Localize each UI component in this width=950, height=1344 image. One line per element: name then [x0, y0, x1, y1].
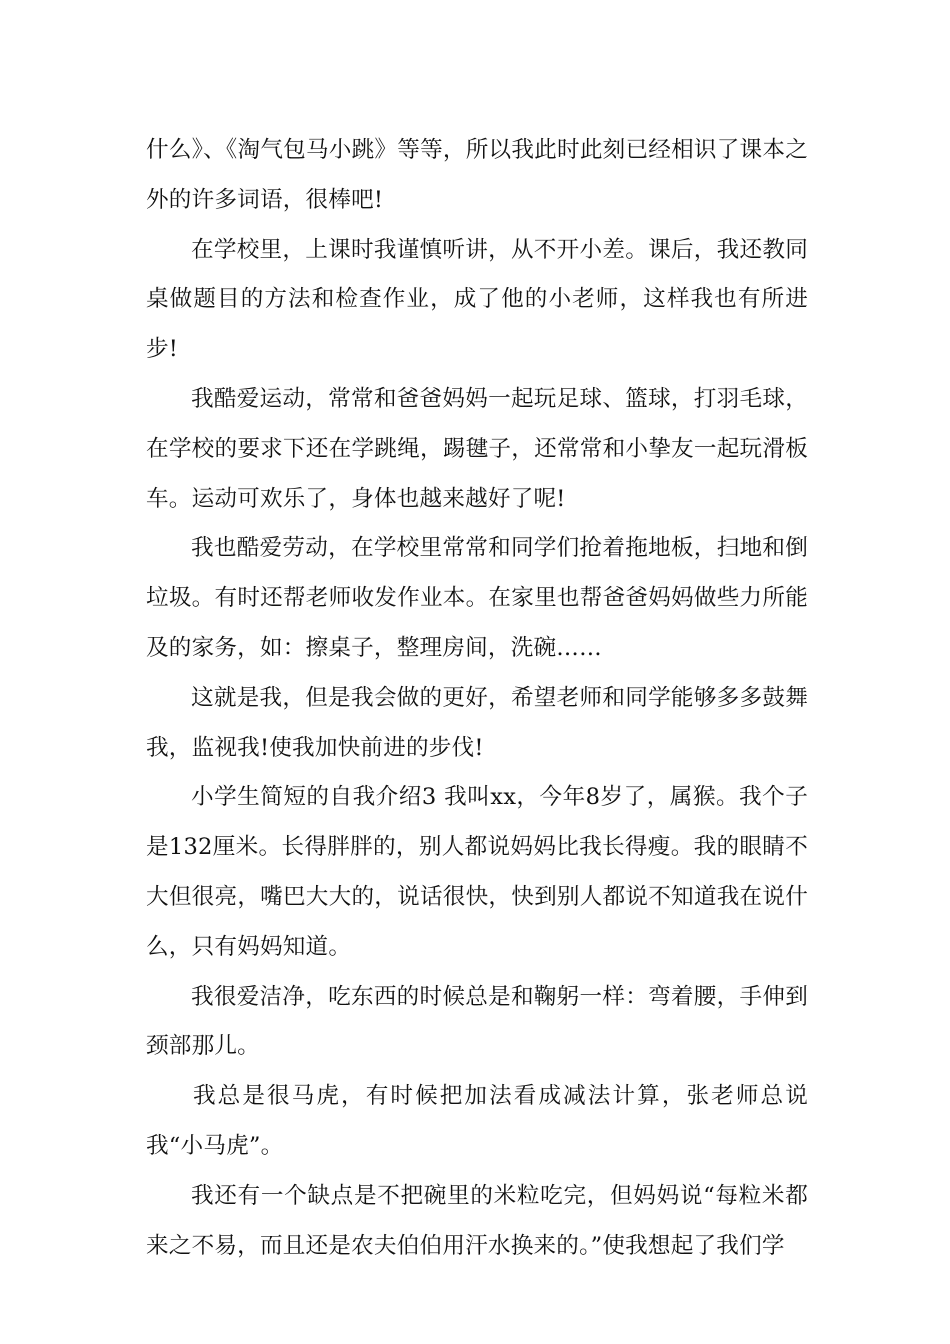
paragraph-5: 这就是我，但是我会做的更好，希望老师和同学能够多多鼓舞我，监视我!使我加快前进的步伐!: [146, 684, 808, 761]
paragraph-6: 小学生简短的自我介绍3 我叫xx，今年8岁了，属猴。我个子是132厘米。长得胖胖的，别人都说妈妈比我长得瘦。我的眼睛不大但很亮，嘴巴大大的，说话很快，快到别人都说不知道我在说什么，只有妈妈知道。: [146, 784, 808, 960]
paragraph-2: 在学校里，上课时我谨慎听讲，从不开小差。课后，我还教同桌做题目的方法和检查作业，成了他的小老师，这样我也有所进步!: [146, 236, 808, 363]
body-text: [146, 126, 808, 1271]
paragraph-4: 我也酷爱劳动，在学校里常常和同学们抢着拖地板，扫地和倒垃圾。有时还帮老师收发作业本。在家里也帮爸爸妈妈做些力所能及的家务，如：擦桌子，整理房间，洗碗……: [146, 535, 808, 661]
paragraph-7: 我很爱洁净，吃东西的时候总是和鞠躬一样：弯着腰，手伸到颈部那儿。: [146, 983, 808, 1060]
paragraph-3: 我酷爱运动，常常和爸爸妈妈一起玩足球、篮球，打羽毛球，在学校的要求下还在学跳绳，踢毽子，还常常和小挚友一起玩滑板车。运动可欢乐了，身体也越来越好了呢!: [146, 385, 808, 512]
paragraph-9: 我还有一个缺点是不把碗里的米粒吃完，但妈妈说“每粒米都来之不易，而且还是农夫伯伯用汗水换来的。”使我想起了我们学: [146, 1182, 808, 1259]
paragraph-8: 我总是很马虎，有时候把加法看成减法计算，张老师总说我“小马虎”。: [146, 1083, 808, 1159]
paragraph-1: 什么》、《淘气包马小跳》等等，所以我此时此刻已经相识了课本之外的许多词语，很棒吧!: [146, 137, 808, 213]
